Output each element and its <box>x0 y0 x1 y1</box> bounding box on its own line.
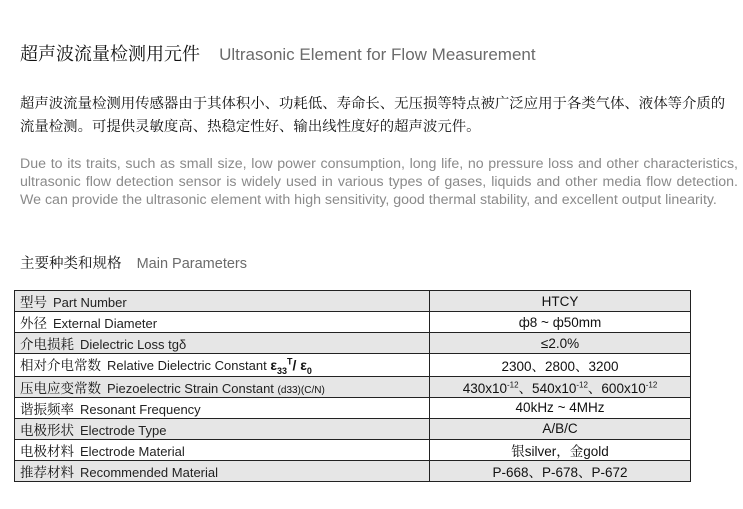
epsilon-symbol: $\varepsilon_{33}^T/$ $\varepsilon_0$ <box>270 356 312 376</box>
title-cn: 超声波流量检测用元件 <box>20 44 200 65</box>
param-label: 压电应变常数 Piezoelectric Strain Constant (d33)(C/N) <box>15 376 430 397</box>
table-row <box>15 376 691 397</box>
title-en: Ultrasonic Element for Flow Measurement <box>219 45 536 64</box>
param-label: 谐振频率 Resonant Frequency <box>15 397 430 418</box>
page-title <box>20 40 536 66</box>
description-cn: 超声波流量检测用传感器由于其体积小、功耗低、寿命长、无压损等特点被广泛应用于各类气体、液体等介质的流量检测。可提供灵敏度高、热稳定性好、输出线性度好的超声波元件。 <box>20 96 726 135</box>
param-value: HTCY <box>430 291 691 312</box>
table-row <box>15 312 691 333</box>
table-row <box>15 333 691 354</box>
table-row <box>15 397 691 418</box>
param-unit: (d33)(C/N) <box>277 384 325 396</box>
param-label: 电极形状 Electrode Type <box>15 418 430 439</box>
param-value: A/B/C <box>430 418 691 439</box>
description-en: Due to its traits, such as small size, low power consumption, long life, no pressure loss and other characteristics, ultrasonic flow detection sensor is widely used in various types of gases, liquids and other media flow detection. We can provide the ultrasonic element with high sensitivity, good thermal stability, and excellent output linearity. <box>20 156 738 208</box>
params-heading-cn: 主要种类和规格 <box>20 256 122 272</box>
params-heading <box>20 252 247 273</box>
table-row <box>15 439 691 460</box>
table-row <box>15 354 691 377</box>
param-value: $430x10^{-12}$、$540x10^{-12}$、$600x10^{-12}$ <box>430 376 691 397</box>
param-label: 介电损耗 Dielectric Loss tgδ <box>15 333 430 354</box>
param-label: 电极材料 Electrode Material <box>15 439 430 460</box>
param-value: ≤2.0% <box>430 333 691 354</box>
param-value: 40kHz ~ 4MHz <box>430 397 691 418</box>
param-value: 2300、2800、3200 <box>430 354 691 377</box>
params-heading-en: Main Parameters <box>136 256 247 272</box>
param-value: 银silver，金gold <box>430 439 691 460</box>
param-label: 外径 External Diameter <box>15 312 430 333</box>
param-label: 型号 Part Number <box>15 291 430 312</box>
param-label: 推荐材料 Recommended Material <box>15 460 430 481</box>
table-row <box>15 291 691 312</box>
param-label: 相对介电常数 Relative Dielectric Constant $\varepsilon_{33}^T/$ $\varepsilon_0$ <box>15 354 430 377</box>
table-row <box>15 418 691 439</box>
param-value: P-668、P-678、P-672 <box>430 460 691 481</box>
table-row <box>15 460 691 481</box>
param-value: ф8 ~ ф50mm <box>430 312 691 333</box>
parameters-table <box>14 290 691 482</box>
